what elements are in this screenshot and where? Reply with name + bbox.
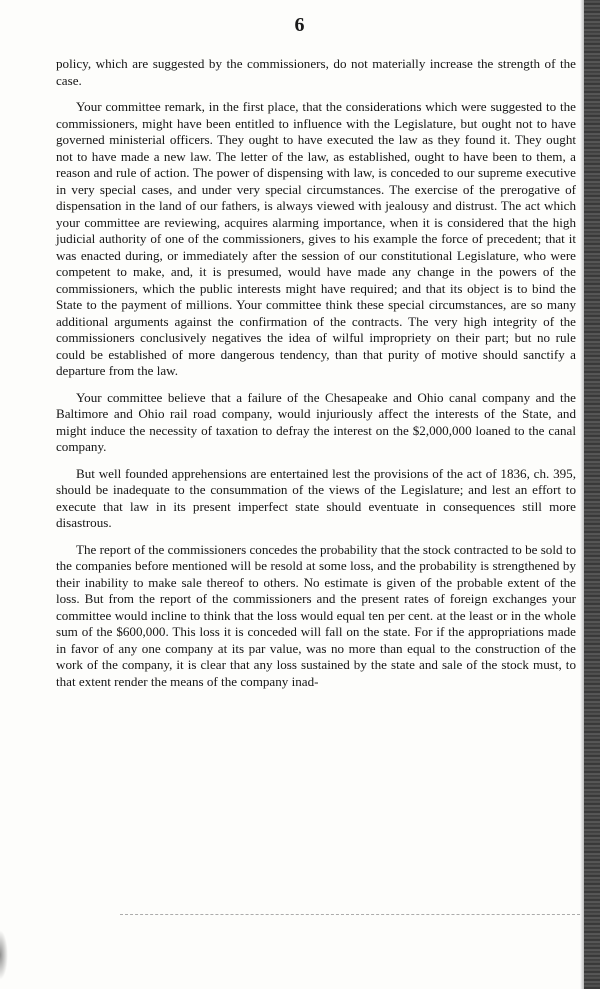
- paragraph-committee-believe: Your committee believe that a failure of the Chesapeake and Ohio canal company and the Baltimore and Ohio rail road company, would injuriously affect the interests of the State, and might induce the necessity of taxation to defray the interest on the $2,000,000 loaned to the canal company.: [56, 389, 576, 454]
- page-number: 6: [294, 14, 306, 36]
- binding-edge: [584, 0, 600, 989]
- paragraph-report-concedes: The report of the commissioners concedes the probability that the stock contracted to be sold to the companies before mentioned will be resold at some loss, and the probability is strengthened by their inability to make sale thereof to others. No estimate is given of the probable extent of the loss. But from the report of the commissioners and the present rates of foreign exchanges your committee would incline to think that the loss would equal ten per cent. at the least or in the whole sum of the $600,000. This loss it is conceded will fall on the state. For if the appropriations made in favor of any one company at its par value, was no more than equal to the construction of the work of the company, it is clear that any loss sustained by the state and sale of the stock must, to that extent render the means of the company inad-: [56, 541, 576, 689]
- document-body: [56, 56, 576, 700]
- paragraph-committee-remark: Your committee remark, in the first place, that the considerations which were suggested to the commissioners, might have been entitled to influence with the Legislature, but ought not to have governed ministerial officers. They ought to have executed the law as they found it. They ought not to have made a new law. The letter of the law, as established, ought to have been to them, a reason and rule of action. The power of dispensing with law, is conceded to our supreme executive in very special cases, and under very special circumstances. The exercise of the prerogative of dispensation in the land of our fathers, is always viewed with jealousy and distrust. The act which your committee are reviewing, acquires alarming importance, when it is considered that the high judicial authority of one of the commissioners, gives to his example the force of precedent; that it was enacted during, or immediately after the session of our constitutional Legislature, who were competent to make, and, it is presumed, would have made any change in the powers of the commissioners, which the public interests might have required; and that its object is to bind the State to the payment of millions. Your committee think these special circumstances, are so many additional arguments against the confirmation of the contracts. The very high integrity of the commissioners conclusively negatives the idea of wilful impropriety on their part; but no rule could be established of more dangerous tendency, than that purity of motive should sanctify a departure from the law.: [56, 99, 576, 378]
- scan-smudge: [0, 930, 8, 980]
- fold-crease: [120, 914, 580, 915]
- paragraph-apprehensions: But well founded apprehensions are entertained lest the provisions of the act of 1836, ch. 395, should be inadequate to the consummation of the views of the Legislature; and lest an effort to execute that law in its present imperfect state should eventuate in consequences still more disastrous.: [56, 465, 576, 530]
- paragraph-continuation: policy, which are suggested by the commissioners, do not materially increase the strength of the case.: [56, 56, 576, 88]
